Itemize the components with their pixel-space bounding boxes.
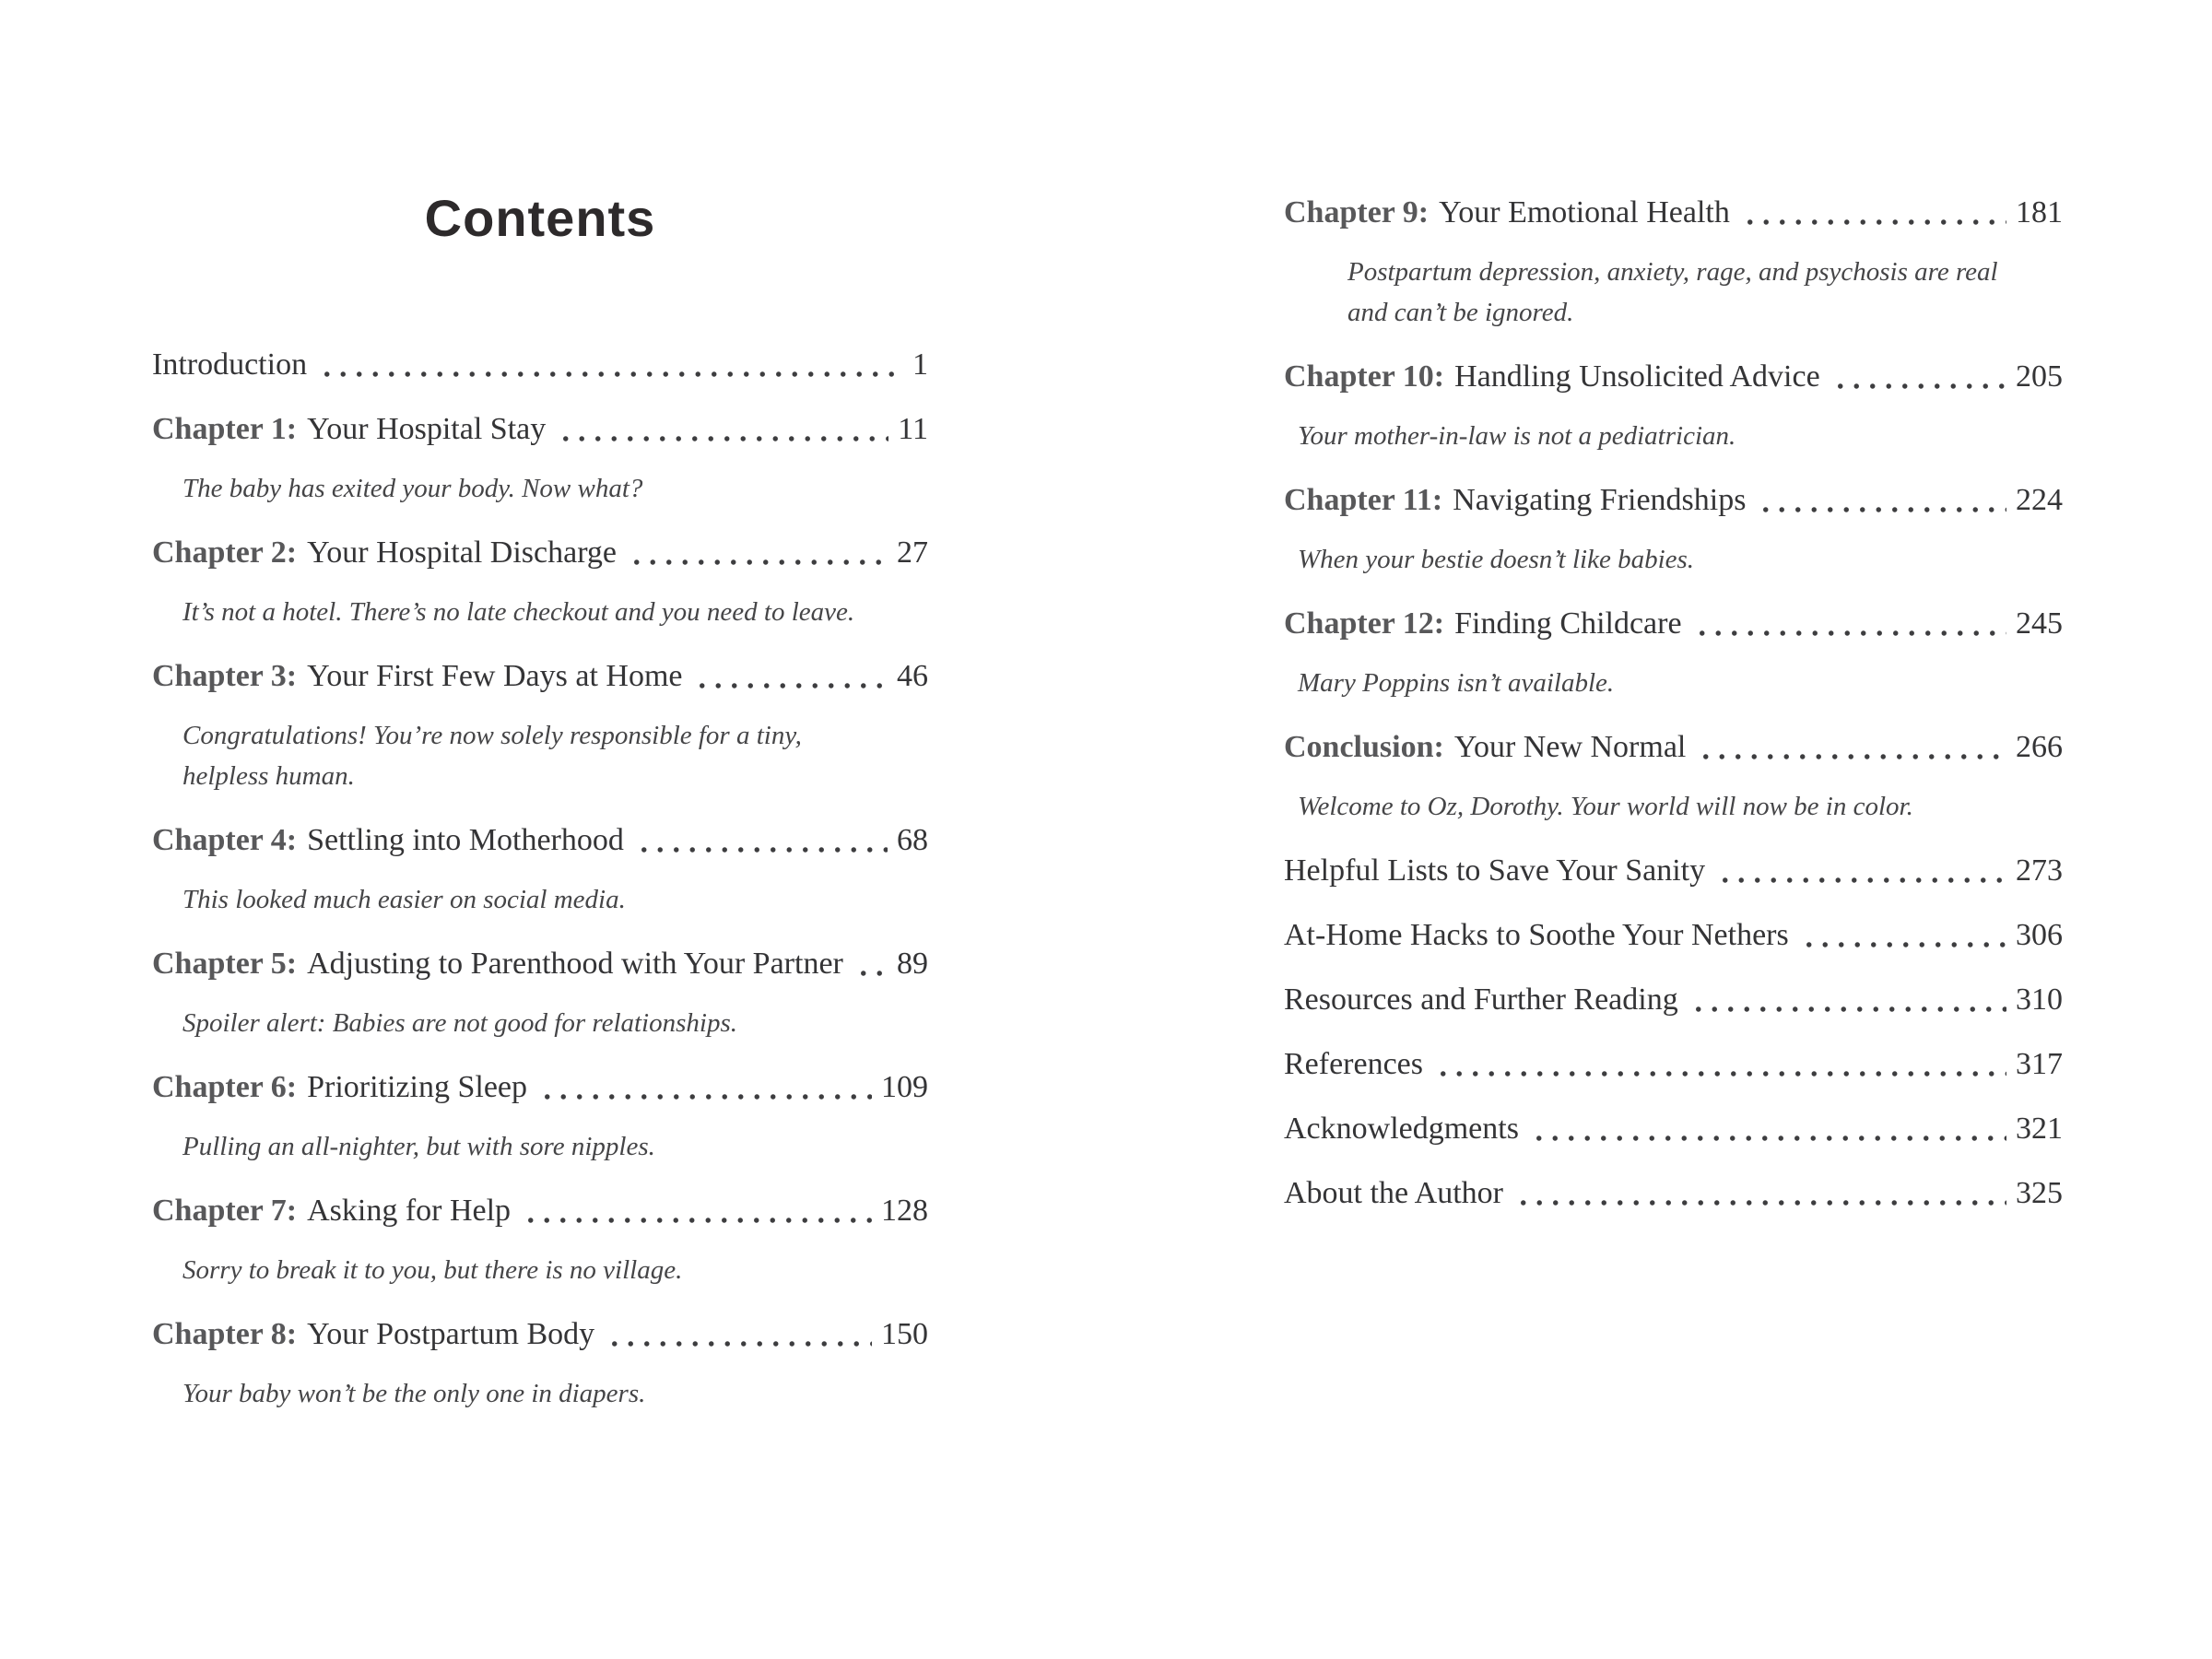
subtitle-line: Sorry to break it to you, but there is no village. — [182, 1255, 683, 1285]
chapter-title: Asking for Help — [307, 1194, 512, 1228]
page-number: 245 — [2016, 606, 2063, 641]
page-number: 205 — [2016, 359, 2063, 394]
dot-leader — [1694, 727, 2006, 768]
chapter-subtitle — [1298, 539, 2063, 580]
toc-entry-chapter-6 — [152, 1067, 928, 1167]
page-number: 150 — [881, 1317, 928, 1351]
subtitle-line: The baby has exited your body. Now what? — [182, 474, 643, 503]
chapter-title: At-Home Hacks to Soothe Your Nethers — [1284, 918, 1789, 952]
page-number: 321 — [2016, 1112, 2063, 1146]
toc-entry-chapter-11 — [1284, 480, 2063, 580]
subtitle-line: Welcome to Oz, Dorothy. Your world will now be in color. — [1298, 792, 1913, 821]
page-number: 68 — [897, 823, 928, 857]
toc-entry-acknowledgments — [1284, 1109, 2063, 1149]
dot-leader — [625, 533, 888, 573]
chapter-label: Chapter 5: — [152, 947, 298, 981]
page-number: 306 — [2016, 918, 2063, 952]
toc-entry-chapter-5 — [152, 944, 928, 1043]
chapter-title: Finding Childcare — [1454, 606, 1682, 641]
chapter-label: Chapter 11: — [1284, 483, 1443, 517]
toc-entry-chapter-4 — [152, 820, 928, 920]
toc-row — [152, 944, 928, 984]
toc-row — [152, 1314, 928, 1355]
chapter-title: Your Postpartum Body — [307, 1317, 595, 1351]
chapter-label: Chapter 6: — [152, 1070, 298, 1104]
subtitle-line: Spoiler alert: Babies are not good for relationships. — [182, 1008, 737, 1038]
toc-entry-references — [1284, 1044, 2063, 1085]
dot-leader — [632, 820, 888, 861]
chapter-title: Your Emotional Health — [1439, 195, 1730, 229]
chapter-label: Chapter 1: — [152, 412, 298, 446]
page-number: 310 — [2016, 982, 2063, 1017]
toc-row — [152, 345, 928, 385]
toc-entry-chapter-2 — [152, 533, 928, 632]
toc-entry-chapter-1 — [152, 409, 928, 509]
chapter-subtitle — [182, 715, 928, 796]
chapter-label: Chapter 4: — [152, 823, 298, 857]
chapter-label: Chapter 7: — [152, 1194, 298, 1228]
page-number: 27 — [897, 535, 928, 570]
chapter-label: Chapter 12: — [1284, 606, 1445, 641]
toc-row — [152, 533, 928, 573]
dot-leader — [1687, 980, 2006, 1020]
subtitle-line-2: and can’t be ignored. — [1347, 298, 1574, 327]
subtitle-line: This looked much easier on social media. — [182, 885, 626, 914]
chapter-label: Chapter 10: — [1284, 359, 1445, 394]
subtitle-line: Your baby won’t be the only one in diapers. — [182, 1379, 646, 1408]
page-number: 1 — [912, 347, 928, 382]
page-number: 46 — [897, 659, 928, 693]
dot-leader — [1754, 480, 2006, 521]
chapter-title: About the Author — [1284, 1176, 1503, 1210]
chapter-subtitle — [182, 468, 928, 509]
chapter-label: Conclusion: — [1284, 730, 1444, 764]
dot-leader — [1713, 851, 2006, 891]
toc-entry-conclusion — [1284, 727, 2063, 827]
subtitle-line: When your bestie doesn’t like babies. — [1298, 545, 1695, 574]
toc-entry-chapter-12 — [1284, 604, 2063, 703]
toc-row — [152, 1191, 928, 1231]
toc-entry-chapter-3 — [152, 656, 928, 796]
toc-row — [152, 656, 928, 697]
toc-row — [152, 820, 928, 861]
toc-row — [1284, 980, 2063, 1020]
chapter-title: Your Hospital Stay — [307, 412, 547, 446]
page-number: 224 — [2016, 483, 2063, 517]
chapter-subtitle — [182, 1003, 928, 1043]
chapter-title: Helpful Lists to Save Your Sanity — [1284, 853, 1706, 888]
dot-leader — [1512, 1173, 2006, 1214]
chapter-subtitle — [182, 1373, 928, 1414]
toc-column-right — [1284, 193, 2063, 1238]
toc-entry-chapter-9 — [1284, 193, 2063, 333]
chapter-subtitle — [182, 1126, 928, 1167]
toc-row — [1284, 480, 2063, 521]
dot-leader — [1431, 1044, 2006, 1085]
toc-entry-about-the-author — [1284, 1173, 2063, 1214]
chapter-label: Chapter 9: — [1284, 195, 1430, 229]
page-number: 266 — [2016, 730, 2063, 764]
chapter-subtitle — [182, 1250, 928, 1290]
page-number: 317 — [2016, 1047, 2063, 1081]
chapter-label: Chapter 8: — [152, 1317, 298, 1351]
chapter-subtitle — [182, 879, 928, 920]
dot-leader — [603, 1314, 872, 1355]
dot-leader — [535, 1067, 872, 1108]
subtitle-line: Postpartum depression, anxiety, rage, and psychosis are real — [1347, 257, 1998, 287]
subtitle-line: Mary Poppins isn’t available. — [1298, 668, 1615, 698]
dot-leader — [690, 656, 888, 697]
chapter-subtitle — [1298, 663, 2063, 703]
subtitle-line: Congratulations! You’re now solely responsible for a tiny, — [182, 721, 802, 750]
subtitle-line: It’s not a hotel. There’s no late checkout and you need to leave. — [182, 597, 855, 627]
toc-row — [152, 1067, 928, 1108]
page-number: 109 — [881, 1070, 928, 1104]
chapter-title: Prioritizing Sleep — [307, 1070, 528, 1104]
chapter-title: References — [1284, 1047, 1424, 1081]
chapter-title: Your First Few Days at Home — [307, 659, 683, 693]
page-number: 273 — [2016, 853, 2063, 888]
chapter-title: Handling Unsolicited Advice — [1454, 359, 1820, 394]
toc-row — [1284, 1109, 2063, 1149]
toc-entry-resources — [1284, 980, 2063, 1020]
toc-row — [1284, 727, 2063, 768]
toc-row — [1284, 1044, 2063, 1085]
toc-entry-chapter-10 — [1284, 357, 2063, 456]
dot-leader — [1690, 604, 2006, 644]
toc-entry-chapter-8 — [152, 1314, 928, 1414]
dot-leader — [1738, 193, 2006, 233]
chapter-title: Acknowledgments — [1284, 1112, 1519, 1146]
page-number: 181 — [2016, 195, 2063, 229]
toc-column-left — [152, 345, 928, 1438]
toc-entry-at-home-hacks — [1284, 915, 2063, 956]
toc-row — [1284, 851, 2063, 891]
toc-row — [1284, 604, 2063, 644]
toc-entry-helpful-lists — [1284, 851, 2063, 891]
chapter-title: Adjusting to Parenthood with Your Partner — [307, 947, 843, 981]
toc-row — [1284, 1173, 2063, 1214]
toc-entry-chapter-7 — [152, 1191, 928, 1290]
chapter-subtitle — [182, 592, 928, 632]
chapter-title: Your New Normal — [1453, 730, 1687, 764]
chapter-subtitle — [1298, 786, 2063, 827]
chapter-title: Your Hospital Discharge — [307, 535, 617, 570]
subtitle-line: Pulling an all-nighter, but with sore nipples. — [182, 1132, 655, 1161]
toc-row — [1284, 193, 2063, 233]
toc-entry-introduction — [152, 345, 928, 385]
chapter-subtitle — [1347, 252, 2063, 333]
dot-leader — [315, 345, 903, 385]
chapter-title: Resources and Further Reading — [1284, 982, 1678, 1017]
chapter-subtitle — [1298, 416, 2063, 456]
dot-leader — [1829, 357, 2006, 397]
chapter-title: Navigating Friendships — [1453, 483, 1747, 517]
page-number: 89 — [897, 947, 928, 981]
dot-leader — [1527, 1109, 2006, 1149]
chapter-label: Chapter 2: — [152, 535, 298, 570]
dot-leader — [852, 944, 888, 984]
dot-leader — [1797, 915, 2006, 956]
page-title: Contents — [424, 189, 656, 247]
dot-leader — [554, 409, 888, 450]
dot-leader — [519, 1191, 872, 1231]
page-number: 128 — [881, 1194, 928, 1228]
toc-row — [1284, 915, 2063, 956]
chapter-title: Introduction — [152, 347, 308, 382]
chapter-label: Chapter 3: — [152, 659, 298, 693]
toc-row — [152, 409, 928, 450]
chapter-title: Settling into Motherhood — [307, 823, 624, 857]
toc-row — [1284, 357, 2063, 397]
subtitle-line: Your mother-in-law is not a pediatrician. — [1298, 421, 1736, 451]
subtitle-line-2: helpless human. — [182, 761, 355, 791]
page-number: 11 — [898, 412, 928, 446]
page-number: 325 — [2016, 1176, 2063, 1210]
